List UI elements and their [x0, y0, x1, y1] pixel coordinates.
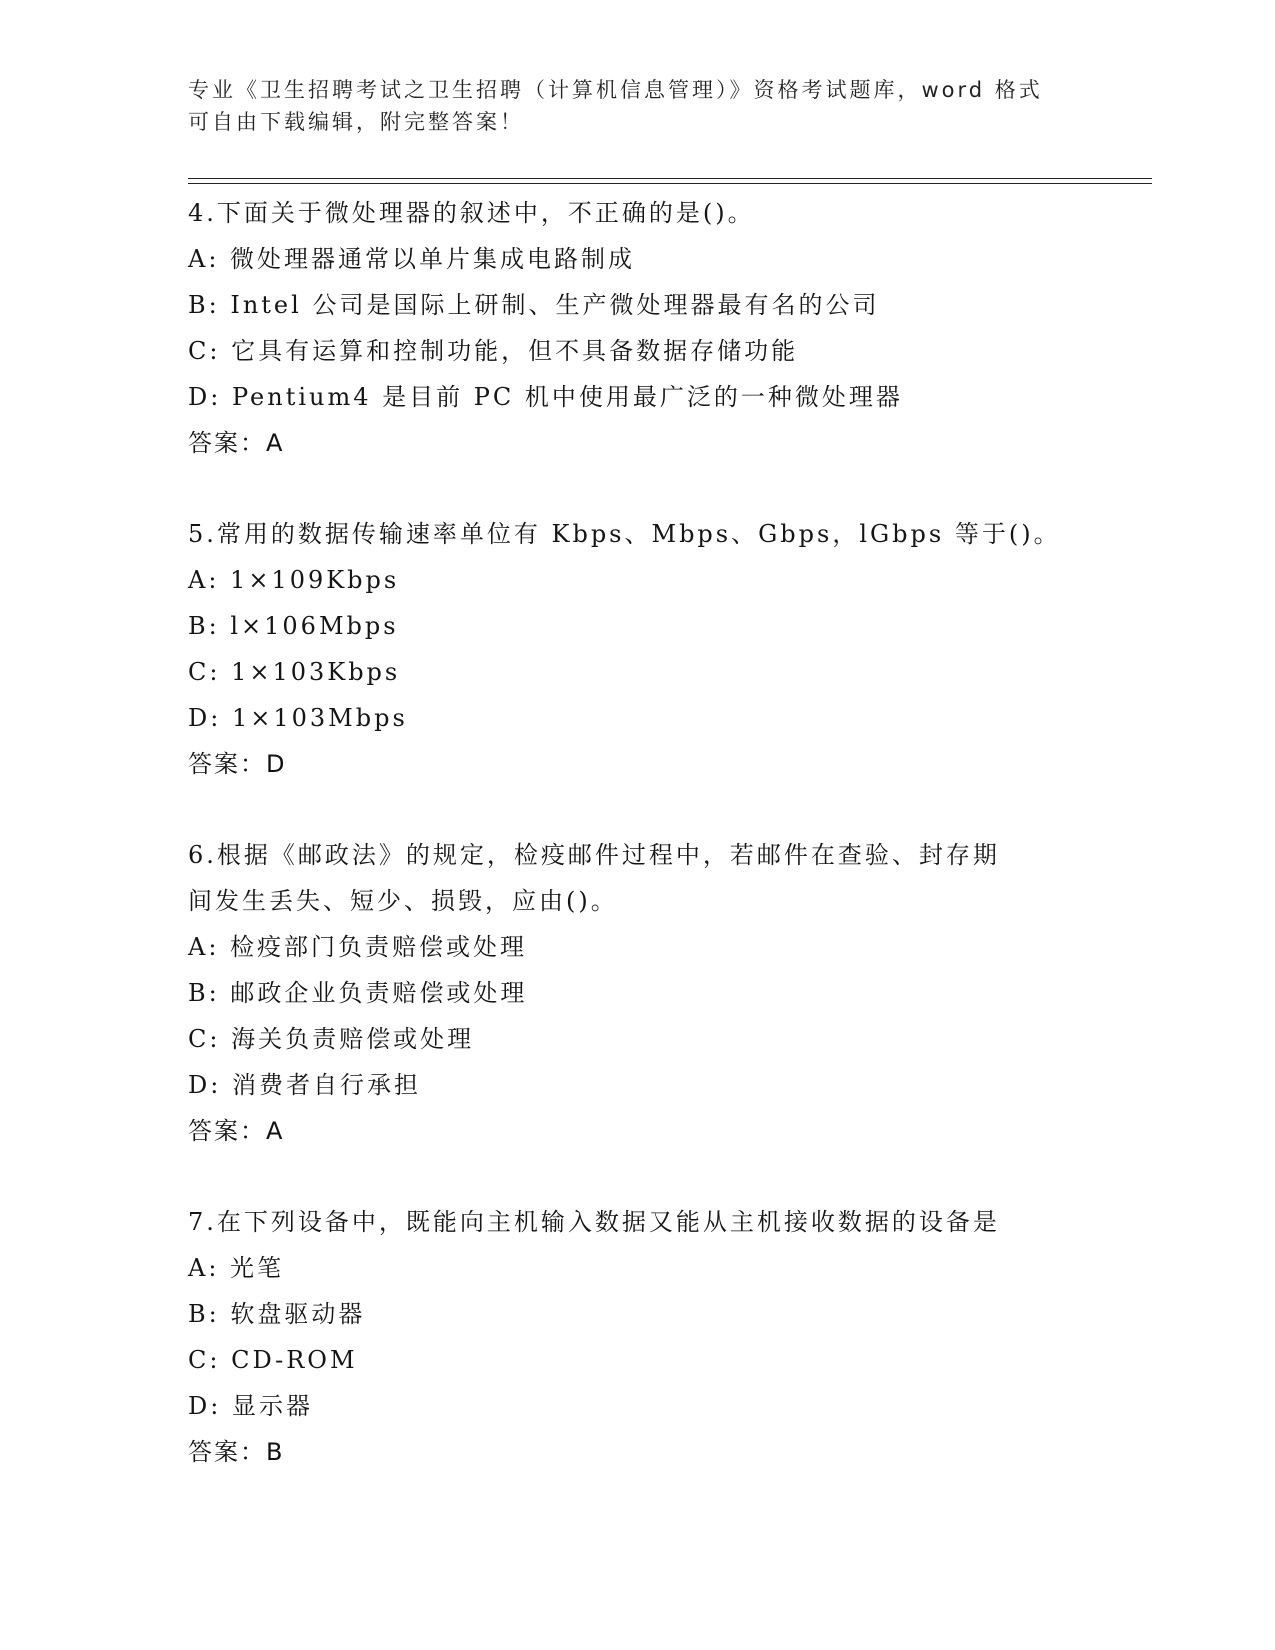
question-stem: 6.根据《邮政法》的规定，检疫邮件过程中，若邮件在查验、封存期: [188, 841, 1000, 869]
question-4: [188, 190, 1088, 466]
answer-line: 答案：D: [188, 750, 287, 778]
option-b: B: 邮政企业负责赔偿或处理: [188, 979, 528, 1007]
option-b: B: 软盘驱动器: [188, 1300, 366, 1328]
answer-line: 答案：A: [188, 429, 285, 457]
question-list: [188, 190, 1088, 1520]
option-d: D: Pentium4 是目前 PC 机中使用最广泛的一种微处理器: [188, 383, 903, 411]
option-b: B: l×106Mbps: [188, 612, 399, 640]
header-divider-top: [188, 178, 1152, 179]
question-stem: 4.下面关于微处理器的叙述中，不正确的是()。: [188, 199, 755, 227]
option-b: B: Intel 公司是国际上研制、生产微处理器最有名的公司: [188, 291, 880, 319]
header-divider-bottom: [188, 183, 1152, 184]
answer-line: 答案：A: [188, 1117, 285, 1145]
question-stem: 7.在下列设备中，既能向主机输入数据又能从主机接收数据的设备是: [188, 1208, 1000, 1236]
question-6: [188, 832, 1088, 1154]
question-5: [188, 511, 1088, 787]
option-c: C: 1×103Kbps: [188, 658, 401, 686]
header-line-2: 可自由下载编辑，附完整答案！: [188, 110, 524, 134]
option-a: A: 光笔: [188, 1254, 285, 1282]
option-c: C: CD-ROM: [188, 1346, 358, 1374]
question-stem: 5.常用的数据传输速率单位有 Kbps、Mbps、Gbps，lGbps 等于()。: [188, 520, 1061, 548]
option-a: A: 微处理器通常以单片集成电路制成: [188, 245, 636, 273]
header-line-1: 专业《卫生招聘考试之卫生招聘（计算机信息管理）》资格考试题库，word 格式: [188, 78, 1043, 102]
option-c: C: 海关负责赔偿或处理: [188, 1025, 475, 1053]
option-d: D: 1×103Mbps: [188, 704, 408, 732]
option-d: D: 显示器: [188, 1392, 313, 1420]
answer-line: 答案：B: [188, 1438, 285, 1466]
question-7: [188, 1199, 1088, 1475]
option-a: A: 检疫部门负责赔偿或处理: [188, 933, 528, 961]
option-d: D: 消费者自行承担: [188, 1071, 421, 1099]
option-c: C: 它具有运算和控制功能，但不具备数据存储功能: [188, 337, 799, 365]
question-stem-continued: 间发生丢失、短少、损毁，应由()。: [188, 887, 618, 915]
document-header: [188, 74, 1088, 138]
option-a: A: 1×109Kbps: [188, 566, 400, 594]
